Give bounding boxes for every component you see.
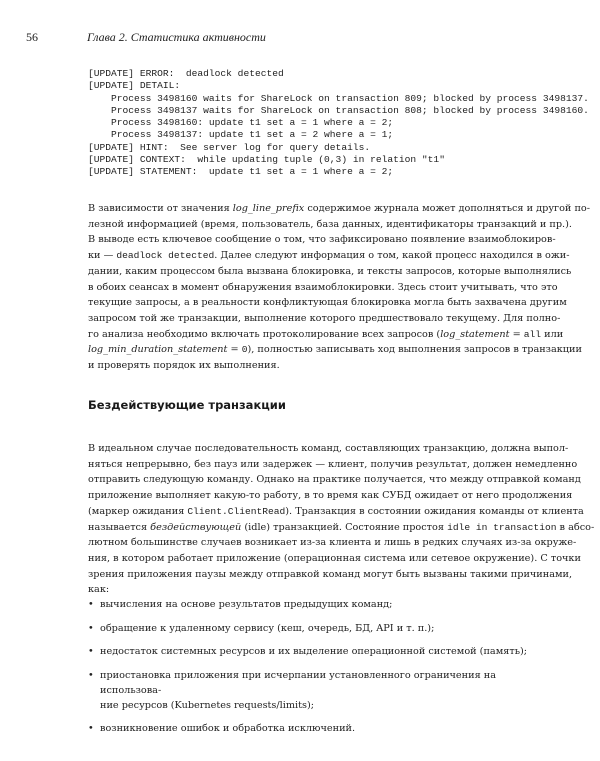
text: содержимое журнала может дополняться и другой по- [304,203,591,214]
list-item [88,597,540,612]
text-line: дании, каким процессом была вызвана блокировка, и тексты запросов, которые выполнялись [88,265,572,277]
text-line: как: [88,584,110,596]
text-line: приложение выполняет какую-то работу, в то время как СУБД ожидает от него продолжения [88,490,573,502]
text: (маркер ожидания [88,505,188,517]
text-line: няться непрерывно, без пауз или задержек — клиент, получив результат, должен немедленно [88,458,578,470]
code-line: Process 3498137 waits for ShareLock on transaction 808; blocked by process 3498160. [88,104,589,116]
text-line: зрения приложения паузы между отправкой команд могут быть вызваны такими причинами, [88,568,573,580]
code-block [88,68,589,179]
list-item-text: приостановка приложения при исчерпании установленного ограничения на использова- ние ресурсов (Kubernetes requests/limits); [100,669,497,711]
running-head: Глава 2. Статистика активности [87,30,266,44]
text: в абсо- [556,521,595,533]
text-line [88,327,564,343]
inline-code: idle in transaction [447,521,557,533]
code-line: [UPDATE] CONTEXT: while updating tuple (0,3) in relation "t1" [88,154,445,166]
code-line: Process 3498160 waits for ShareLock on transaction 809; blocked by process 3498137. [88,92,589,104]
text: В зависимости от значения [88,203,233,214]
bullet-icon: • [88,723,94,735]
list-item [88,621,540,636]
list-item [88,721,540,736]
list-item-text: обращение к удаленному сервису (кеш, очередь, БД, API и т. п.); [100,622,435,634]
text: или [541,328,564,340]
text: = [509,328,524,340]
text: называется [88,521,151,533]
text-line: отправить следующую команду. Однако на практике получается, что между отправкой команд [88,474,581,486]
param-name: log_min_duration_statement [88,344,228,356]
list-item [88,668,540,713]
list-item [88,644,540,659]
list-item-text: недостаток системных ресурсов и их выделение операционной системой (память); [100,646,528,658]
text: = [227,344,242,356]
code-line: Process 3498137: update t1 set a = 2 where a = 1; [88,129,394,141]
bullet-icon: • [88,669,94,681]
text-line: запросом той же транзакции, выполнение которого предшествовало текущему. Для полно- [88,312,561,324]
text-line: в обоих сеансах в момент обнаружения взаимоблокировки. Здесь стоит учитывать, что это [88,281,558,293]
inline-code: all [523,328,542,340]
page-number: 56 [26,30,38,44]
text-line [88,201,591,217]
bullet-list [88,597,540,745]
text: (idle) транзакцией. Состояние простоя [241,521,448,533]
code-line: [UPDATE] DETAIL: [88,80,181,92]
inline-code: Client.ClientRead [187,505,286,517]
section-heading: Бездействующие транзакции [88,398,286,412]
emphasis: бездействующей [150,521,242,533]
text: го анализа необходимо включать протоколирование всех запросов ( [88,328,441,340]
paragraph-idle-transactions [88,441,595,598]
bullet-icon: • [88,622,94,634]
paragraph-deadlock-explanation [88,201,591,374]
param-name: log_line_prefix [232,203,305,214]
param-name: log_statement [440,328,510,340]
code-line: Process 3498160: update t1 set a = 1 where a = 2; [88,117,394,129]
bullet-icon: • [88,599,94,610]
text-line [88,520,595,536]
text-line: лютном большинстве случаев возникает из-за клиента и лишь в редких случаях из-за окруже- [88,537,577,549]
list-item-text: возникновение ошибок и обработка исключений. [100,723,356,735]
text-line: и проверять порядок их выполнения. [88,360,280,372]
text-line [88,342,582,358]
text-line: В выводе есть ключевое сообщение о том, что зафиксировано появление взаимоблокиров- [88,234,556,246]
text-line: текущие запросы, а в реальности конфликтующая блокировка могла быть захвачена другим [88,297,567,309]
text-line: лезной информацией (время, пользователь, база данных, идентификаторы транзакций и пр.). [88,218,572,230]
inline-code: deadlock detected [116,250,215,262]
code-line: [UPDATE] HINT: See server log for query details. [88,141,371,153]
list-item-text: вычисления на основе результатов предыдущих команд; [100,599,393,610]
page-header [0,30,600,48]
text: ), полностью записывать ход выполнения запросов в транзакции [247,344,582,356]
bullet-icon: • [88,646,94,658]
text-line [88,504,584,520]
text: ки — [88,250,117,262]
text: ). Транзакция в состоянии ожидания команды от клиента [285,505,584,517]
inline-code: 0 [241,344,248,356]
text-line: ния, в котором работает приложение (операционная система или сетевое окружение). С точки [88,552,581,564]
text-line [88,248,570,264]
text-line: В идеальном случае последовательность команд, составляющих транзакцию, должна выпол- [88,443,569,454]
code-line: [UPDATE] STATEMENT: update t1 set a = 1 where a = 2; [88,166,394,178]
code-line: [UPDATE] ERROR: deadlock detected [88,68,284,79]
text: . Далее следуют информация о том, какой процесс находился в ожи- [214,250,570,262]
